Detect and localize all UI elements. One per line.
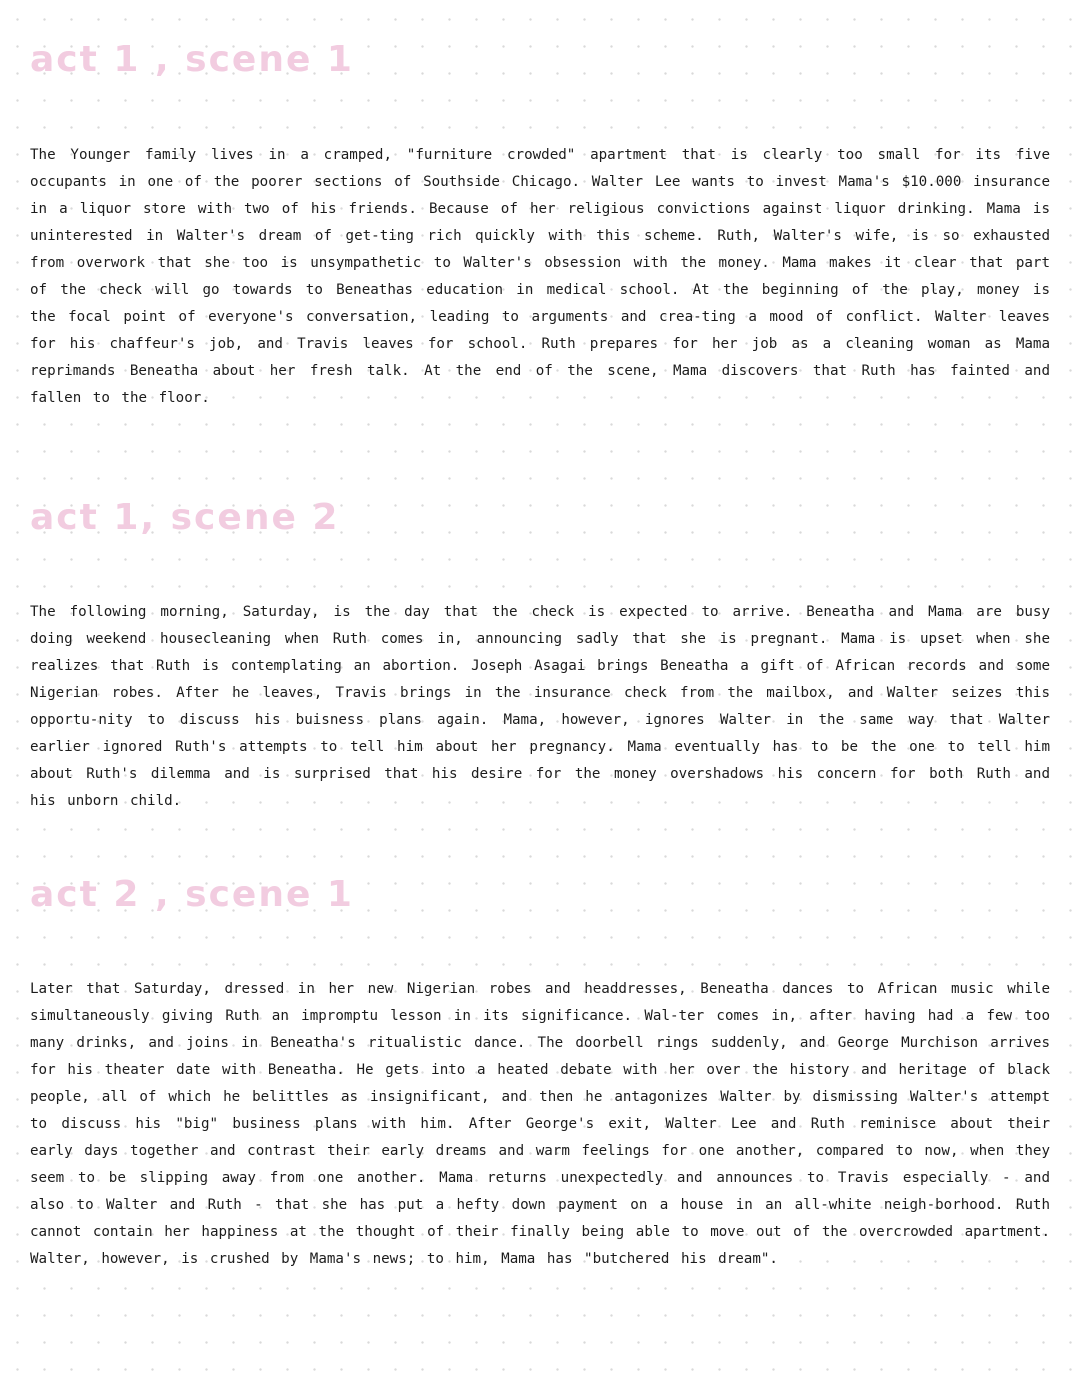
section-summary: The following morning, Saturday, is the day that the check is expected to arrive. Beneatha and Mama are busy doing weekend housecleaning when Ruth comes in, announcing sadly that she is pregnant. Mama is upset when she realizes that Ruth is contemplating an abortion. Joseph Asagai brings Beneatha a gift of African records and some Nigerian robes. After he leaves, Travis brings in the insurance check from the mailbox, and Walter seizes this opportu-nity to discuss his buisness plans again. Mama, however, ignores Walter in the same way that Walter earlier ignored Ruth's attempts to tell him about her pregnancy. Mama eventually has to be the one to tell him about Ruth's dilemma and is surprised that his desire for the money overshadows his concern for both Ruth and his unborn child.: [30, 604, 1050, 809]
section-heading: act 1 , scene 1: [30, 39, 354, 80]
section-summary: The Younger family lives in a cramped, "furniture crowded" apartment that is clearly too small for its five occupants in one of the poorer sections of Southside Chicago. Walter Lee wants to invest Mama's $10.000 insurance in a liquor store with two of his friends. Because of her religious convictions against liquor drinking. Mama is uninterested in Walter's dream of get-ting rich quickly with this scheme. Ruth, Walter's wife, is so exhausted from overwork that she too is unsympathetic to Walter's obsession with the money. Mama makes it clear that part of the check will go towards to Beneathas education in medical school. At the beginning of the play, money is the focal point of everyone's conversation, leading to arguments and crea-ting a mood of conflict. Walter leaves for his chaffeur's job, and Travis leaves for school. Ruth prepares for her job as a cleaning woman as Mama reprimands Beneatha about her fresh talk. At the end of the scene, Mama discovers that Ruth has fainted and fallen to the floor.: [30, 147, 1050, 406]
section-heading: act 2 , scene 1: [30, 874, 354, 915]
section-summary: Later that Saturday, dressed in her new Nigerian robes and headdresses, Beneatha dances to African music while simultaneously giving Ruth an impromptu lesson in its significance. Wal-ter comes in, after having had a few too many drinks, and joins in Beneatha's ritualistic dance. The doorbell rings suddenly, and George Murchison arrives for his theater date with Beneatha. He gets into a heated debate with her over the history and heritage of black people, all of which he belittles as insignificant, and then he antagonizes Walter by dismissing Walter's attempt to discuss his "big" business plans with him. After George's exit, Walter Lee and Ruth reminisce about their early days together and contrast their early dreams and warm feelings for one another, compared to now, when they seem to be slipping away from one another. Mama returns unexpectedly and announces to Travis especially - and also to Walter and Ruth - that she has put a hefty down payment on a house in an all-white neigh-borhood. Ruth cannot contain her happiness at the thought of their finally being able to move out of the overcrowded apartment. Walter, however, is crushed by Mama's news; to him, Mama has "butchered his dream".: [30, 981, 1050, 1267]
section-act1-scene1: [30, 40, 1050, 412]
section-act1-scene2: [30, 498, 1050, 815]
section-act2-scene1: [30, 875, 1050, 1273]
section-heading: act 1, scene 2: [30, 497, 340, 538]
